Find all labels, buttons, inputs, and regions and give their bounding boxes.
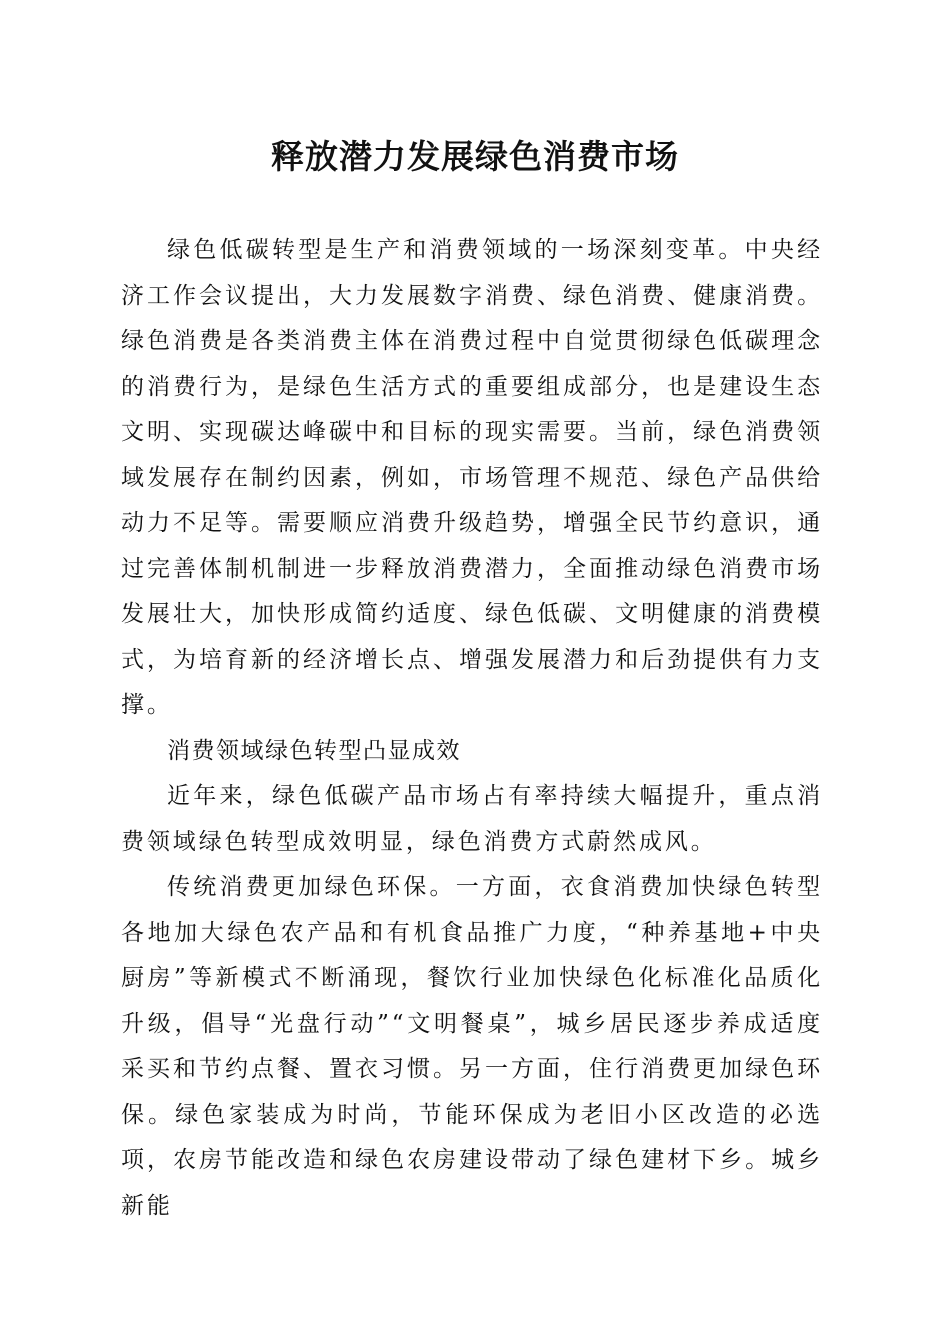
section-paragraph: 传统消费更加绿色环保。一方面，衣食消费加快绿色转型各地加大绿色农产品和有机食品推广力度，“种养基地+中央厨房”等新模式不断涌现，餐饮行业加快绿色化标准化品质化升级，倡导“光盘行动”“文明餐桌”，城乡居民逐步养成适度采买和节约点餐、置衣习惯。另一方面，住行消费更加绿色环保。绿色家装成为时尚，节能环保成为老旧小区改造的必选项，农房节能改造和绿色农房建设带动了绿色建材下乡。城乡新能 bbox=[121, 874, 823, 1219]
document-body bbox=[121, 228, 823, 1229]
section-subheading: 消费领域绿色转型凸显成效 bbox=[167, 737, 461, 764]
intro-paragraph: 绿色低碳转型是生产和消费领域的一场深刻变革。中央经济工作会议提出，大力发展数字消费、绿色消费、健康消费。绿色消费是各类消费主体在消费过程中自觉贯彻绿色低碳理念的消费行为，是绿色生活方式的重要组成部分，也是建设生态文明、实现碳达峰碳中和目标的现实需要。当前，绿色消费领域发展存在制约因素，例如，市场管理不规范、绿色产品供给动力不足等。需要顺应消费升级趋势，增强全民节约意识，通过完善体制机制进一步释放消费潜力，全面推动绿色消费市场发展壮大，加快形成简约适度、绿色低碳、文明健康的消费模式，为培育新的经济增长点、增强发展潜力和后劲提供有力支撑。 bbox=[121, 237, 823, 718]
section-paragraph: 近年来，绿色低碳产品市场占有率持续大幅提升，重点消费领域绿色转型成效明显，绿色消费方式蔚然成风。 bbox=[121, 783, 823, 855]
document-title: 释放潜力发展绿色消费市场 bbox=[271, 137, 679, 176]
